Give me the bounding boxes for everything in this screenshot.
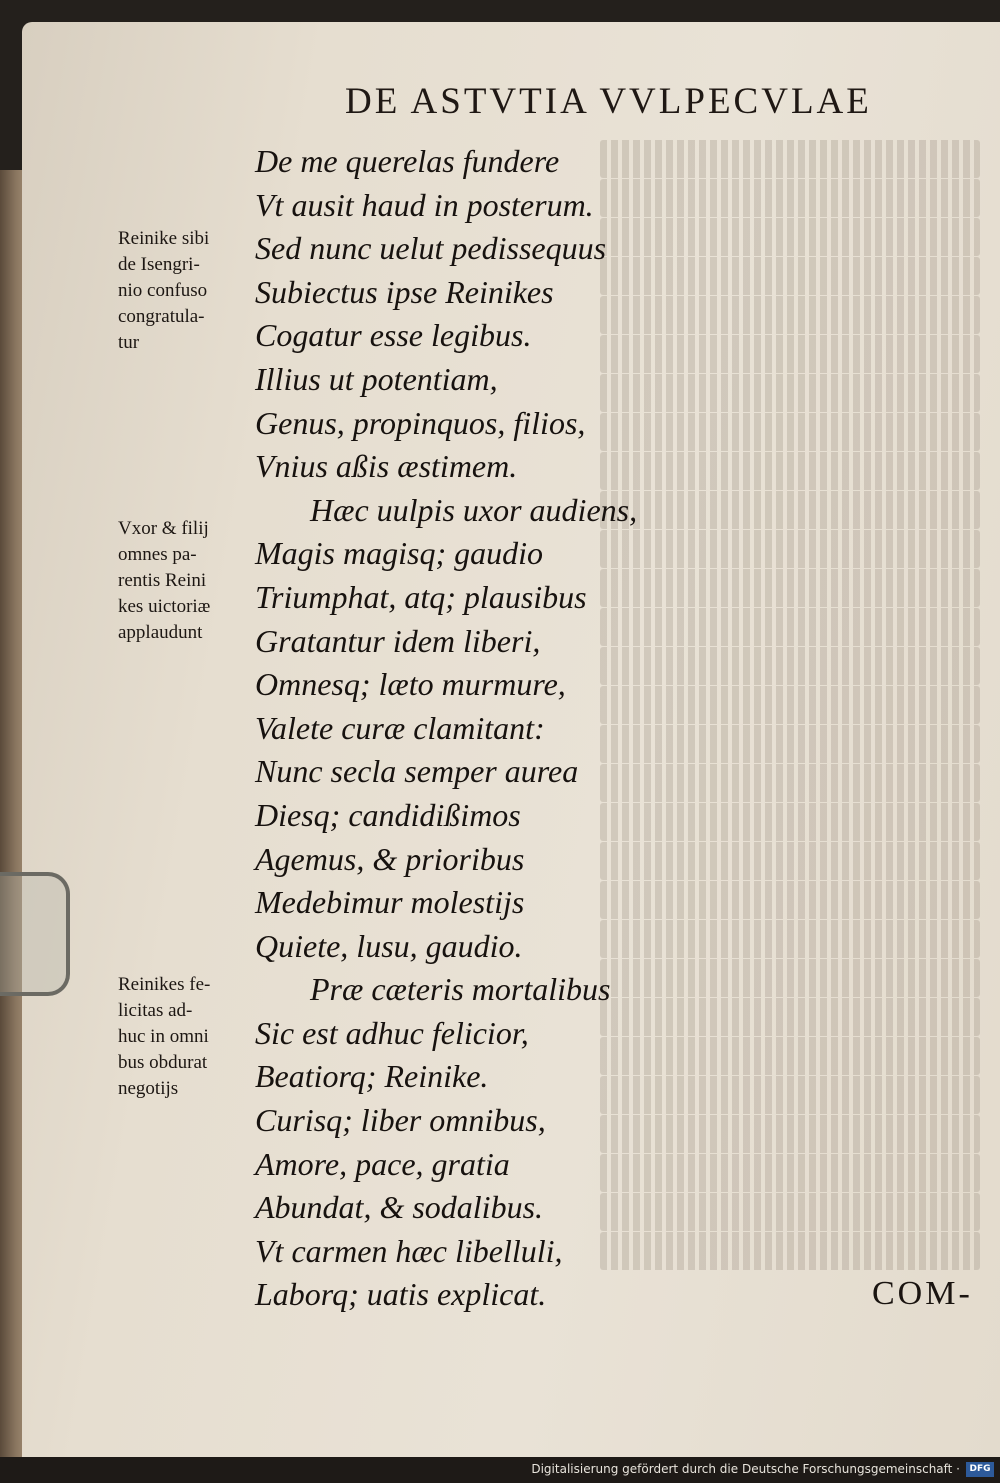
verse-line: Laborq; uatis explicat. — [255, 1276, 547, 1313]
verse-line: Cogatur esse legibus. — [255, 317, 532, 354]
footer-credit: Digitalisierung gefördert durch die Deutsche Forschungsgemeinschaft · — [531, 1462, 960, 1476]
show-through-text — [600, 140, 980, 1290]
verse-line: Vt carmen hæc libelluli, — [255, 1232, 563, 1269]
running-header: DE ASTVTIA VVLPECVLAE — [345, 81, 872, 122]
page-clip — [0, 872, 70, 996]
verse-line: Subiectus ipse Reinikes — [255, 273, 554, 310]
verse-line: Nunc secla semper aurea — [255, 753, 579, 790]
verse-line: Præ cæteris mortalibus — [310, 971, 611, 1008]
verse-line: Magis magisq; gaudio — [255, 535, 543, 572]
verse-line: Agemus, & prioribus — [255, 840, 525, 877]
catchword: COM- — [872, 1275, 973, 1312]
verse-line: Omnesq; læto murmure, — [255, 666, 566, 703]
verse-line: Genus, propinquos, filios, — [255, 404, 586, 441]
verse-line: Beatiorq; Reinike. — [255, 1058, 489, 1095]
footer-bar — [0, 1457, 1000, 1483]
verse-line: Illius ut potentiam, — [255, 360, 498, 397]
verse-line: Vnius aßis æstimem. — [255, 448, 518, 485]
verse-line: Triumphat, atq; plausibus — [255, 578, 587, 615]
verse-line: Vt ausit haud in posterum. — [255, 186, 594, 223]
verse-line: Valete curæ clamitant: — [255, 709, 545, 746]
verse-column — [255, 140, 655, 1317]
verse-line: Abundat, & sodalibus. — [255, 1189, 544, 1226]
margin-note-3: Reinikes fe- licitas ad- huc in omni bus obdurat negotijs — [118, 974, 211, 1099]
margin-note-2: Vxor & filij omnes pa- rentis Reini kes uictoriæ applaudunt — [118, 518, 211, 643]
verse-line: Sic est adhuc felicior, — [255, 1014, 529, 1051]
margin-note-1: Reinike sibi de Isengri- nio confuso congratula- tur — [118, 228, 210, 353]
verse-line: Diesq; candidißimos — [255, 796, 521, 833]
verse-line: Curisq; liber omnibus, — [255, 1102, 546, 1139]
dfg-logo-icon: DFG — [966, 1462, 994, 1477]
verse-line: Quiete, lusu, gaudio. — [255, 927, 523, 964]
verse-line: Amore, pace, gratia — [255, 1145, 510, 1182]
verse-line: De me querelas fundere — [255, 143, 560, 179]
verse-line: Sed nunc uelut pedissequus — [255, 230, 607, 267]
verse-line: Medebimur molestijs — [255, 884, 525, 921]
verse-line: Gratantur idem liberi, — [255, 622, 541, 659]
verse-line: Hæc uulpis uxor audiens, — [310, 491, 638, 528]
